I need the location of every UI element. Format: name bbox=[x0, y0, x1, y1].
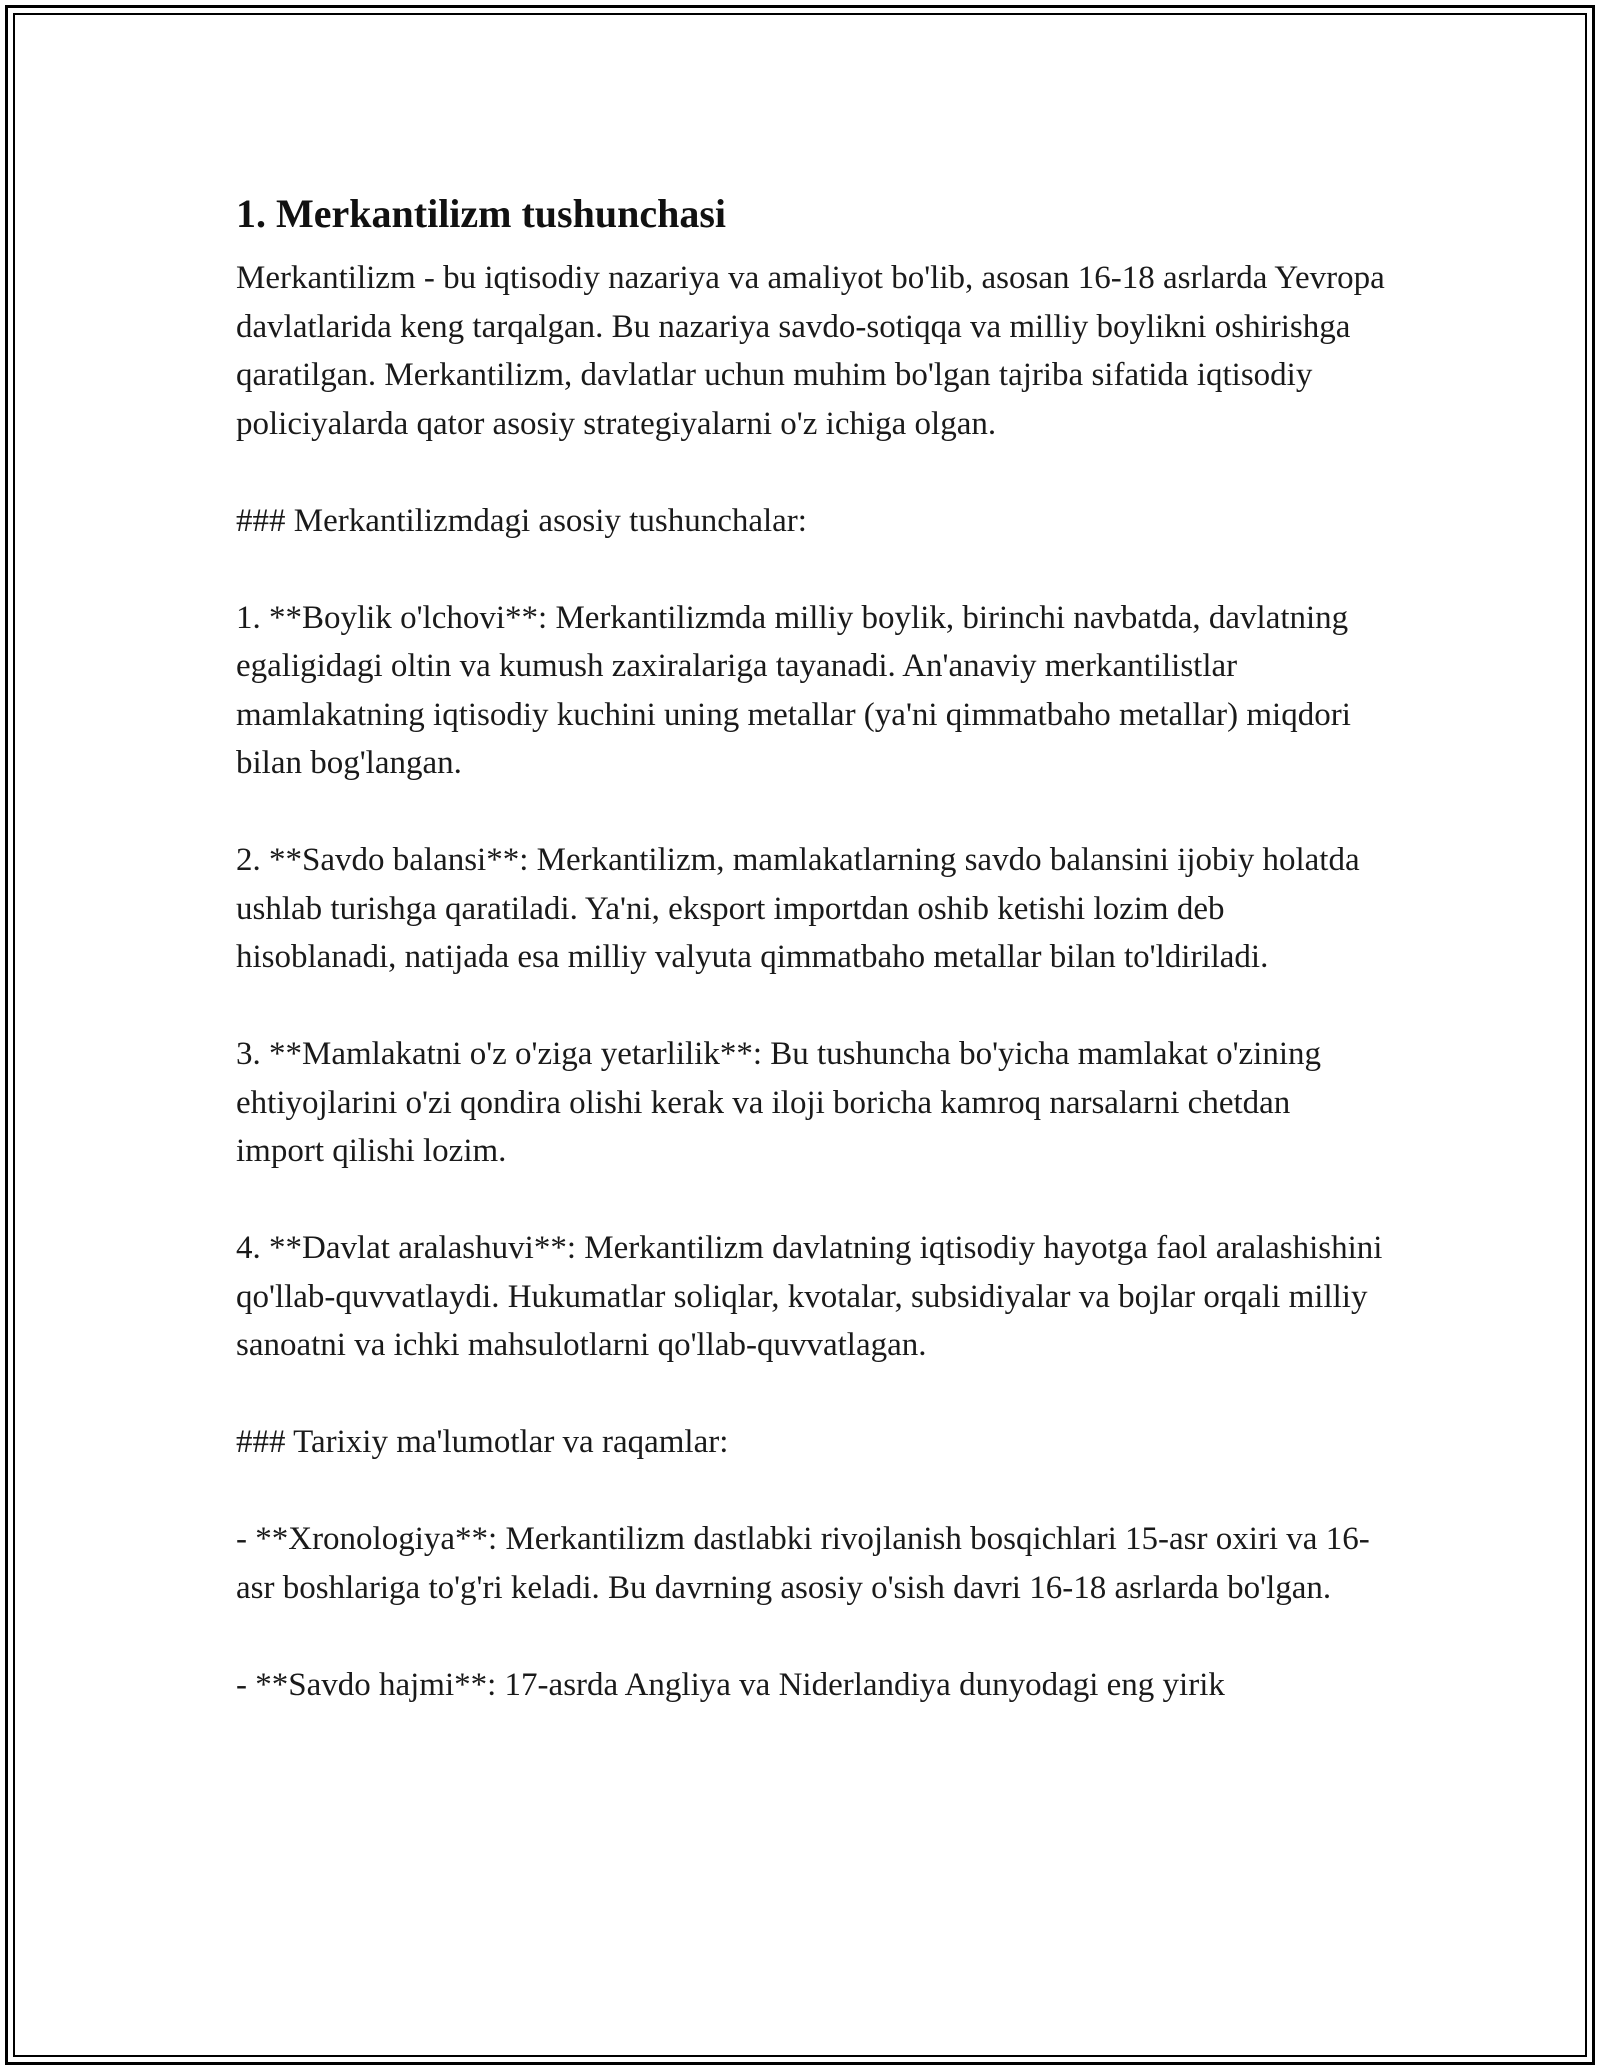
document-body bbox=[236, 188, 1386, 1709]
list-item-trade-balance: 2. **Savdo balansi**: Merkantilizm, mamlakatlarning savdo balansini ijobiy holatda ushlab turishga qaratiladi. Ya'ni, eksport importdan oshib ketishi lozim deb hisoblanadi, natijada esa milliy valyuta qimmatbaho metallar bilan to'ldiriladi. bbox=[236, 842, 1360, 975]
subheading-key-concepts: ### Merkantilizmdagi asosiy tushunchalar: bbox=[236, 502, 807, 539]
list-item-state-intervention: 4. **Davlat aralashuvi**: Merkantilizm davlatning iqtisodiy hayotga faol aralashishini qo'llab-quvvatlaydi. Hukumatlar soliqlar, kvotalar, subsidiyalar va bojlar orqali milliy sanoatni va ichki mahsulotlarni qo'llab-quvvatlagan. bbox=[236, 1230, 1383, 1363]
subheading-historical-data: ### Tarixiy ma'lumotlar va raqamlar: bbox=[236, 1424, 729, 1460]
section-heading: 1. Merkantilizm tushunchasi bbox=[236, 191, 727, 236]
list-item-self-sufficiency: 3. **Mamlakatni o'z o'ziga yetarlilik**: Bu tushuncha bo'yicha mamlakat o'zining ehtiyojlarini o'zi qondira olishi kerak va iloji boricha kamroq narsalarni chetdan import qilishi lozim. bbox=[236, 1036, 1322, 1169]
list-item-wealth-measure: 1. **Boylik o'lchovi**: Merkantilizmda milliy boylik, birinchi navbatda, davlatning egaligidagi oltin va kumush zaxiralariga tayanadi. An'anaviy merkantilistlar mamlakatning iqtisodiy kuchini uning metallar (ya'ni qimmatbaho metallar) miqdori bilan bog'langan. bbox=[236, 599, 1351, 781]
paragraph-intro: Merkantilizm - bu iqtisodiy nazariya va amaliyot bo'lib, asosan 16-18 asrlarda Yevropa davlatlarida keng tarqalgan. Bu nazariya savdo-sotiqqa va milliy boylikni oshirishga qaratilgan. Merkantilizm, davlatlar uchun muhim bo'lgan tajriba sifatida iqtisodiy policiyalarda qator asosiy strategiyalarni o'z ichiga olgan. bbox=[236, 260, 1385, 442]
bullet-trade-volume: - **Savdo hajmi**: 17-asrda Angliya va Niderlandiya dunyodagi eng yirik bbox=[236, 1666, 1225, 1703]
bullet-chronology: - **Xronologiya**: Merkantilizm dastlabki rivojlanish bosqichlari 15-asr oxiri va 16-asr boshlariga to'g'ri keladi. Bu davrning asosiy o'sish davri 16-18 asrlarda bo'lgan. bbox=[236, 1521, 1370, 1606]
